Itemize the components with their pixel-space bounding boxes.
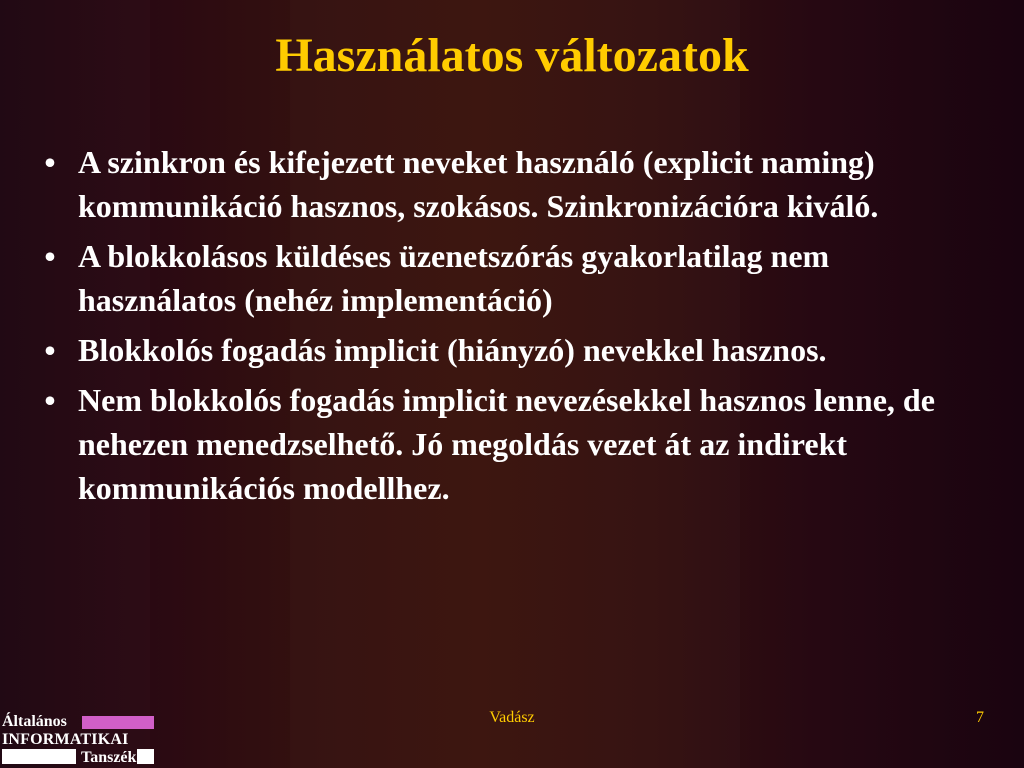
bullet-text: A blokkolásos küldéses üzenetszórás gyakorlatilag nem használatos (nehéz implementáció) — [78, 238, 830, 318]
bullet-item — [40, 378, 990, 510]
bullet-marker: • — [44, 332, 56, 368]
logo-white-bar — [137, 749, 154, 764]
bullet-marker: • — [44, 144, 56, 180]
bullet-marker: • — [44, 238, 56, 274]
logo-line-1: Általános — [2, 713, 67, 730]
bullet-list — [40, 140, 990, 516]
logo-line-2: INFORMATIKAI — [2, 731, 129, 748]
bullet-item — [40, 234, 990, 322]
bullet-item — [40, 140, 990, 228]
logo-white-bar — [2, 749, 76, 764]
bullet-marker: • — [44, 382, 56, 418]
bullet-text: A szinkron és kifejezett neveket használó (explicit naming) kommunikáció hasznos, szokásos. Szinkronizációra kiváló. — [78, 144, 879, 224]
bullet-item — [40, 328, 990, 372]
logo-line-3: Tanszék — [81, 749, 137, 766]
bullet-text: Nem blokkolós fogadás implicit nevezésekkel hasznos lenne, de nehezen menedzselhető. Jó megoldás vezet át az indirekt kommunikációs modellhez. — [78, 382, 935, 506]
bullet-text: Blokkolós fogadás implicit (hiányzó) nevekkel hasznos. — [78, 332, 827, 368]
footer-author: Vadász — [489, 709, 535, 726]
page-number: 7 — [976, 709, 984, 726]
slide-title: Használatos változatok — [275, 29, 749, 82]
